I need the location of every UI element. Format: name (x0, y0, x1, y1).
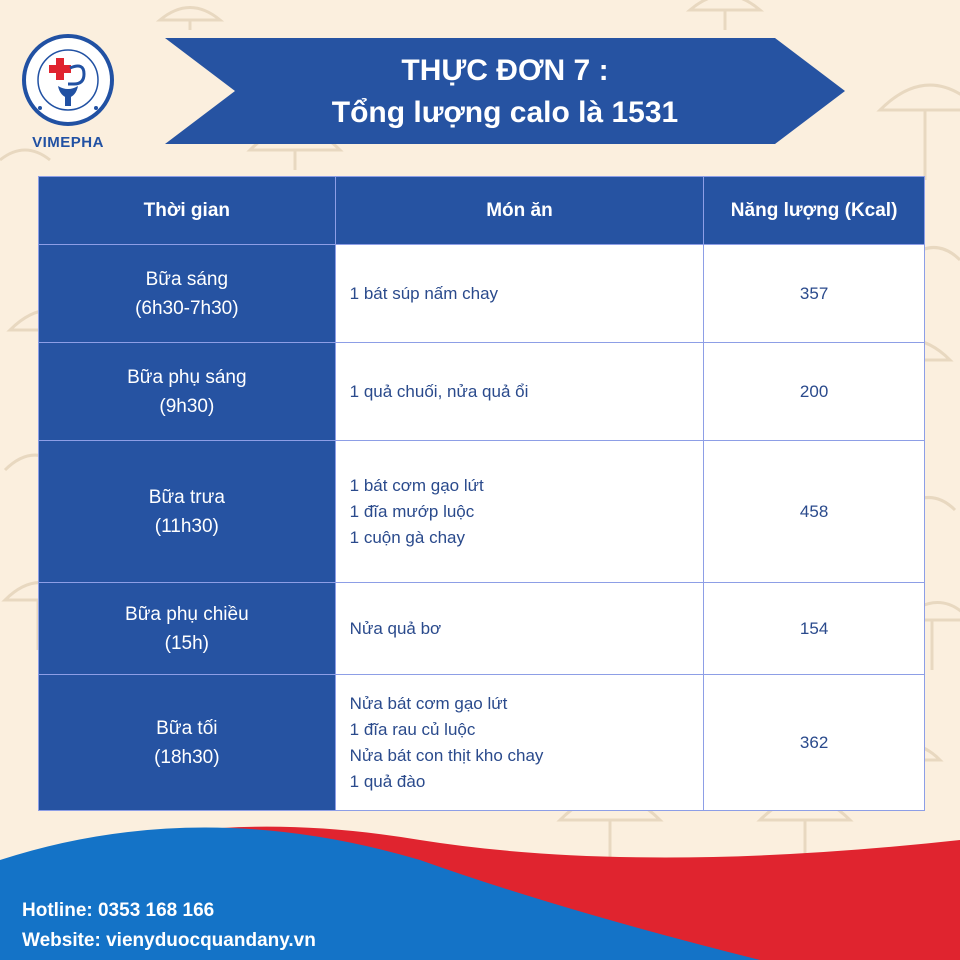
logo-text: VIMEPHA (32, 134, 104, 151)
meal-name: Bữa tối (156, 717, 218, 739)
meal-hour: (11h30) (154, 515, 219, 537)
table-row (39, 441, 925, 583)
table-row (39, 245, 925, 343)
dish-item: 1 quả đào (349, 771, 426, 791)
table-row (39, 675, 925, 811)
table-row (39, 343, 925, 441)
page-subtitle: Tổng lượng calo là 1531 (331, 96, 679, 129)
meal-hour: (9h30) (159, 395, 215, 417)
dish-item: 1 quả chuối, nửa quả ổi (349, 381, 529, 401)
logo-emblem-icon (20, 30, 116, 130)
energy-cell: 362 (704, 675, 925, 811)
meal-name: Bữa phụ sáng (127, 366, 247, 388)
dish-item: Nửa quả bơ (349, 618, 442, 638)
energy-cell: 458 (704, 441, 925, 583)
energy-cell: 154 (704, 583, 925, 675)
dish-item: 1 đĩa rau củ luộc (349, 719, 476, 739)
hotline-text: Hotline: 0353 168 166 (22, 900, 215, 921)
meal-time-cell (39, 343, 336, 441)
meal-hour: (15h) (164, 632, 210, 654)
header-dish: Món ăn (335, 177, 704, 245)
meal-time-cell (39, 245, 336, 343)
dish-item: Nửa bát con thịt kho chay (349, 745, 544, 765)
menu-table (38, 176, 925, 811)
dish-cell (335, 675, 704, 811)
header-energy: Năng lượng (Kcal) (704, 177, 925, 245)
dish-item: 1 bát súp nấm chay (349, 283, 499, 303)
title-banner (165, 38, 845, 144)
website-link[interactable]: Website: vienyduocquandany.vn (22, 930, 316, 951)
table-row (39, 583, 925, 675)
dish-item: 1 cuộn gà chay (349, 527, 465, 547)
dish-item: 1 bát cơm gạo lứt (349, 475, 484, 495)
meal-hour: (18h30) (154, 746, 220, 768)
vimepha-logo (20, 30, 116, 150)
energy-cell: 200 (704, 343, 925, 441)
page-title: THỰC ĐƠN 7 : (401, 54, 609, 87)
meal-hour: (6h30-7h30) (135, 297, 239, 319)
dish-cell (335, 343, 704, 441)
meal-time-cell (39, 675, 336, 811)
dish-item: 1 đĩa mướp luộc (349, 501, 475, 521)
meal-name: Bữa sáng (145, 268, 229, 290)
table-header-row (39, 177, 925, 245)
dish-cell (335, 245, 704, 343)
meal-name: Bữa trưa (148, 486, 225, 508)
energy-cell: 357 (704, 245, 925, 343)
dish-cell (335, 441, 704, 583)
meal-name: Bữa phụ chiều (125, 603, 249, 625)
meal-time-cell (39, 441, 336, 583)
dish-item: Nửa bát cơm gạo lứt (349, 693, 508, 713)
meal-time-cell (39, 583, 336, 675)
dish-cell (335, 583, 704, 675)
header-time: Thời gian (39, 177, 336, 245)
